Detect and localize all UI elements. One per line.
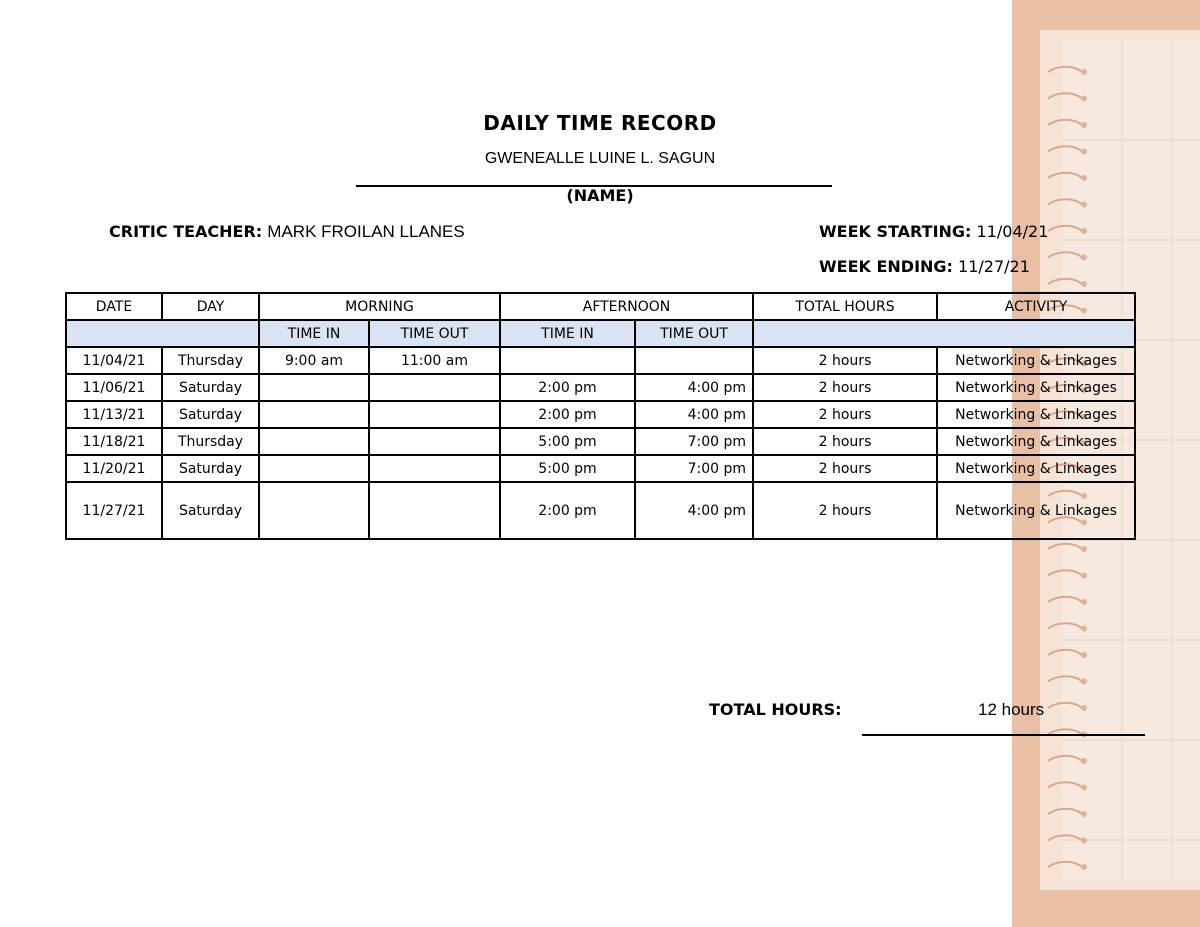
cell-pm-in — [500, 347, 635, 374]
spiral-hole — [1081, 228, 1087, 234]
time-record-table — [65, 292, 1136, 540]
total-hours-value: 12 hours — [978, 700, 1045, 719]
subheader-blank-left — [66, 320, 259, 347]
spiral-hole — [1081, 864, 1087, 870]
subheader-pm-time-in: TIME IN — [500, 320, 635, 347]
cell-hours: 2 hours — [753, 428, 937, 455]
subheader-pm-time-out: TIME OUT — [635, 320, 753, 347]
week-starting-value: 11/04/21 — [976, 222, 1049, 241]
subheader-am-time-out: TIME OUT — [369, 320, 500, 347]
total-hours-underline — [862, 734, 1145, 736]
cell-pm-out: 7:00 pm — [635, 455, 753, 482]
spiral-hole — [1081, 838, 1087, 844]
cell-activity: Networking & Linkages — [937, 428, 1135, 455]
cell-hours: 2 hours — [753, 374, 937, 401]
cell-pm-in: 2:00 pm — [500, 374, 635, 401]
cell-am-out: 11:00 am — [369, 347, 500, 374]
spiral-hole — [1081, 626, 1087, 632]
cell-day: Thursday — [162, 428, 259, 455]
cell-hours: 2 hours — [753, 347, 937, 374]
name-label: (NAME) — [566, 186, 634, 205]
cell-am-in — [259, 455, 369, 482]
cell-date: 11/06/21 — [66, 374, 162, 401]
table-row — [66, 482, 1135, 539]
cell-am-in — [259, 482, 369, 539]
cell-pm-in: 5:00 pm — [500, 455, 635, 482]
spiral-hole — [1081, 811, 1087, 817]
critic-teacher-label: CRITIC TEACHER: — [109, 222, 263, 241]
spiral-hole — [1081, 785, 1087, 791]
cell-date: 11/20/21 — [66, 455, 162, 482]
cell-day: Saturday — [162, 455, 259, 482]
document-title: DAILY TIME RECORD — [483, 111, 717, 135]
spiral-hole — [1081, 573, 1087, 579]
header-morning: MORNING — [259, 293, 500, 320]
table-row — [66, 455, 1135, 482]
cell-am-in: 9:00 am — [259, 347, 369, 374]
cell-date: 11/18/21 — [66, 428, 162, 455]
spiral-hole — [1081, 281, 1087, 287]
cell-pm-in: 2:00 pm — [500, 482, 635, 539]
spiral-hole — [1081, 255, 1087, 261]
cell-activity: Networking & Linkages — [937, 482, 1135, 539]
cell-am-out — [369, 455, 500, 482]
cell-am-out — [369, 401, 500, 428]
subheader-am-time-in: TIME IN — [259, 320, 369, 347]
header-activity: ACTIVITY — [937, 293, 1135, 320]
cell-am-in — [259, 374, 369, 401]
name-value: GWENEALLE LUINE L. SAGUN — [484, 150, 716, 167]
table-row — [66, 347, 1135, 374]
cell-day: Thursday — [162, 347, 259, 374]
cell-hours: 2 hours — [753, 455, 937, 482]
table-row — [66, 428, 1135, 455]
week-ending — [819, 257, 1030, 276]
table-row — [66, 401, 1135, 428]
cell-activity: Networking & Linkages — [937, 455, 1135, 482]
cell-pm-out: 4:00 pm — [635, 482, 753, 539]
cell-hours: 2 hours — [753, 482, 937, 539]
cell-pm-out: 4:00 pm — [635, 401, 753, 428]
cell-hours: 2 hours — [753, 401, 937, 428]
table-row — [66, 374, 1135, 401]
cell-day: Saturday — [162, 401, 259, 428]
cell-activity: Networking & Linkages — [937, 347, 1135, 374]
cell-date: 11/27/21 — [66, 482, 162, 539]
week-starting-label: WEEK STARTING: — [819, 222, 972, 241]
cell-pm-in: 5:00 pm — [500, 428, 635, 455]
spiral-hole — [1081, 69, 1087, 75]
cell-date: 11/04/21 — [66, 347, 162, 374]
table-subheader-row — [66, 320, 1135, 347]
cell-day: Saturday — [162, 482, 259, 539]
header-afternoon: AFTERNOON — [500, 293, 753, 320]
cell-date: 11/13/21 — [66, 401, 162, 428]
spiral-hole — [1081, 652, 1087, 658]
header-day: DAY — [162, 293, 259, 320]
total-hours-label: TOTAL HOURS: — [709, 700, 842, 719]
week-ending-label: WEEK ENDING: — [819, 257, 953, 276]
cell-am-out — [369, 374, 500, 401]
critic-teacher — [109, 222, 465, 242]
cell-activity: Networking & Linkages — [937, 374, 1135, 401]
cell-activity: Networking & Linkages — [937, 401, 1135, 428]
cell-day: Saturday — [162, 374, 259, 401]
cell-pm-out: 7:00 pm — [635, 428, 753, 455]
spiral-hole — [1081, 546, 1087, 552]
spiral-hole — [1081, 758, 1087, 764]
week-ending-value: 11/27/21 — [958, 257, 1030, 276]
cell-pm-out: 4:00 pm — [635, 374, 753, 401]
week-starting — [819, 222, 1048, 241]
cell-am-in — [259, 428, 369, 455]
table-header-row — [66, 293, 1135, 320]
header-total-hours: TOTAL HOURS — [753, 293, 937, 320]
spiral-hole — [1081, 96, 1087, 102]
cell-am-in — [259, 401, 369, 428]
subheader-blank-right — [753, 320, 1135, 347]
header-date: DATE — [66, 293, 162, 320]
cell-am-out — [369, 428, 500, 455]
cell-pm-out — [635, 347, 753, 374]
cell-am-out — [369, 482, 500, 539]
spiral-hole — [1081, 175, 1087, 181]
cell-pm-in: 2:00 pm — [500, 401, 635, 428]
spiral-hole — [1081, 679, 1087, 685]
spiral-hole — [1081, 599, 1087, 605]
spiral-hole — [1081, 705, 1087, 711]
critic-teacher-value: MARK FROILAN LLANES — [267, 222, 465, 241]
